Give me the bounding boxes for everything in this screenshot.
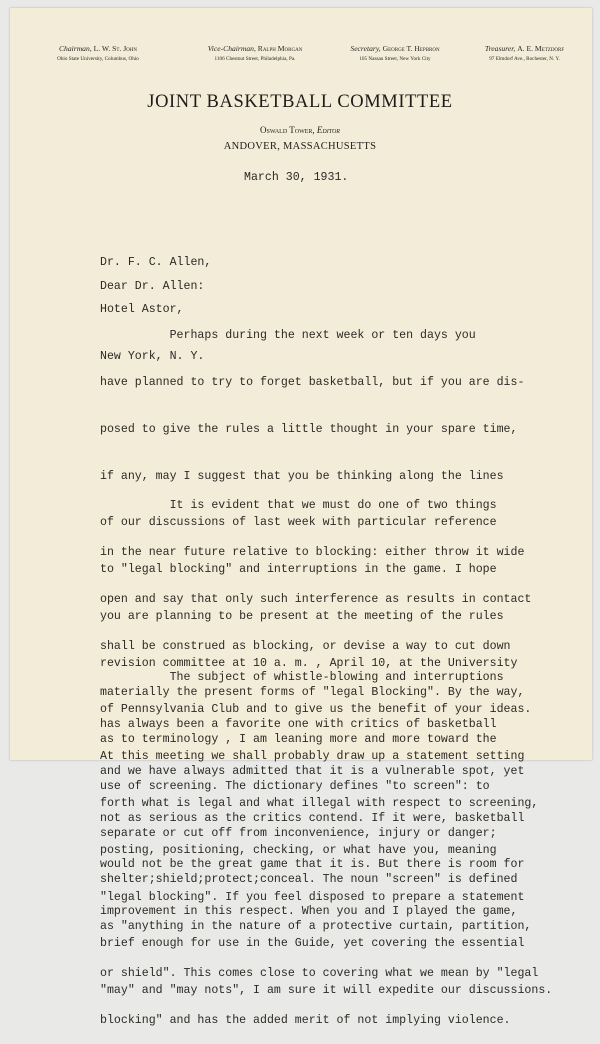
officer-title: Treasurer,: [484, 44, 516, 53]
text-line: in the near future relative to blocking: either throw it wide: [100, 545, 525, 559]
text-line: or shield". This comes close to covering what we mean by "legal: [100, 967, 539, 980]
officer-treasurer: [457, 44, 592, 62]
text-line: of our discussions of last week with particular reference: [100, 516, 497, 530]
text-line: have planned to try to forget basketball, but if you are dis-: [100, 375, 525, 389]
editor-line: [0, 125, 600, 135]
officer-address: 1106 Chestnut Street, Philadelphia, Pa.: [214, 56, 296, 62]
officer-vice-chairman: [185, 44, 325, 62]
text-line: posed to give the rules a little thought in your spare time,: [100, 422, 518, 436]
officer-address: 105 Nassau Street, New York City: [359, 56, 431, 62]
editor-name: Oswald Tower,: [260, 125, 315, 135]
text-line: blocking" and has the added merit of not implying violence.: [100, 1013, 511, 1027]
text-line: separate or cut off from inconvenience, injury or danger;: [100, 826, 497, 840]
officer-name: Ralph Morgan: [257, 44, 303, 53]
recipient-line: Dr. F. C. Allen,: [100, 256, 212, 270]
text-line: open and say that only such interference as results in contact: [100, 592, 532, 606]
officer-chairman: [28, 44, 168, 62]
letterhead-officers: [20, 44, 580, 74]
committee-location: ANDOVER, MASSACHUSETTS: [223, 141, 377, 152]
text-line: has always been a favorite one with critics of basketball: [100, 717, 497, 731]
officer-title: Chairman,: [58, 44, 92, 53]
text-line: materially the present forms of "legal Blocking". By the way,: [100, 686, 525, 700]
text-line: if any, may I suggest that you be thinking along the lines: [100, 469, 504, 483]
officer-name: L. W. St. John: [93, 44, 138, 53]
recipient-line: New York, N. Y.: [100, 349, 205, 363]
text-line: forth what is legal and what illegal with respect to screening,: [100, 797, 539, 810]
officer-address: 97 Elmdorf Ave., Rochester, N. Y.: [489, 56, 560, 62]
text-line: revision committee at 10 a. m. , April 10, at the University: [100, 656, 518, 670]
text-line: improvement in this respect. When you and I played the game,: [100, 905, 518, 919]
committee-title: JOINT BASKETBALL COMMITTEE: [147, 92, 453, 112]
officer-address: Ohio State University, Columbus, Ohio: [57, 56, 139, 62]
text-line: "may" and "may nots", I am sure it will expedite our discussions.: [100, 984, 553, 998]
officer-secretary: [320, 44, 470, 62]
salutation: Dear Dr. Allen:: [100, 280, 205, 293]
text-line: as "anything in the nature of a protective curtain, partition,: [100, 920, 532, 934]
letter-date: March 30, 1931.: [244, 171, 349, 184]
recipient-line: Hotel Astor,: [100, 302, 184, 316]
text-line: The subject of whistle-blowing and interruptions: [100, 671, 504, 685]
text-line: Perhaps during the next week or ten days you: [100, 329, 476, 343]
text-line: to "legal blocking" and interruptions in the game. I hope: [100, 563, 497, 577]
text-line: At this meeting we shall probably draw up a statement setting: [100, 750, 525, 764]
officer-name: George T. Hepbron: [382, 44, 440, 53]
text-line: use of screening. The dictionary defines "to screen": to: [100, 779, 490, 793]
text-line: It is evident that we must do one of two things: [100, 499, 497, 513]
text-line: as to terminology , I am leaning more and more toward the: [100, 733, 497, 747]
text-line: not as serious as the critics contend. If it were, basketball: [100, 811, 525, 825]
officer-title: Vice-Chairman,: [207, 44, 256, 53]
editor-role: Editor: [316, 125, 340, 135]
officer-title: Secretary,: [350, 44, 381, 53]
text-line: "legal blocking". If you feel disposed to prepare a statement: [100, 890, 525, 904]
text-line: would not be the great game that it is. But there is room for: [100, 858, 525, 872]
text-line: and we have always admitted that it is a vulnerable spot, yet: [100, 764, 525, 778]
text-line: brief enough for use in the Guide, yet covering the essential: [100, 937, 525, 951]
text-line: you are planning to be present at the meeting of the rules: [100, 609, 504, 623]
text-line: posting, positioning, checking, or what have you, meaning: [100, 843, 497, 857]
text-line: shelter;shield;protect;conceal. The noun "screen" is defined: [100, 873, 518, 887]
text-line: of Pennsylvania Club and to give us the benefit of your ideas.: [100, 703, 532, 717]
body-paragraph-3: [100, 639, 524, 935]
officer-name: A. E. Metzdorf: [517, 44, 565, 53]
text-line: shall be construed as blocking, or devise a way to cut down: [100, 639, 511, 653]
